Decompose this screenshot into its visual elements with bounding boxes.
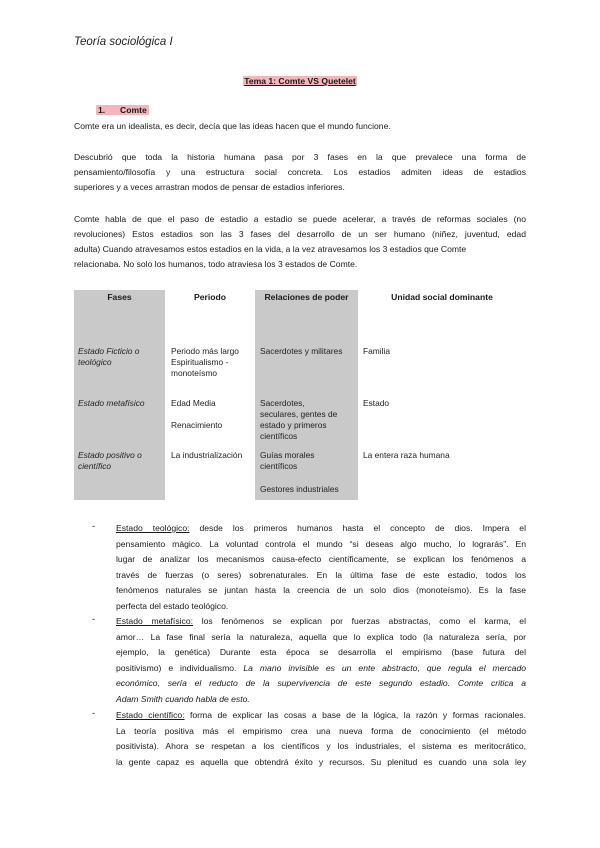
paragraph-acceleration — [74, 212, 526, 272]
bullet-line: La teoría positiva más el empirismo crea una nueva forma de conocimiento (el método — [116, 725, 526, 736]
cell-periodo-positivo — [171, 450, 255, 461]
running-header: Teoría sociológica I — [74, 36, 173, 48]
cell-line: Espiritualismo - — [171, 357, 229, 367]
bullet-line: lugar de analizar los mecanismos causa-efecto científicamente, se explican los fenómenos a — [116, 554, 526, 564]
bullet-line: ejemplo, la genética) Durante esta época se desarrolla el empirismo (base futura del — [116, 647, 526, 657]
bullet-cientifico — [116, 708, 526, 770]
bullet-line — [116, 521, 526, 537]
bullet-line — [116, 661, 526, 677]
bullet-marker: - — [92, 708, 95, 718]
cell-unidad-metafisico: Estado — [363, 398, 390, 408]
cell-line: La industrialización — [171, 450, 243, 460]
bullet-text: forma de explicar las cosas a base de la lógica, la razón y formas racionales. — [184, 710, 526, 720]
section-number: 1. — [98, 105, 106, 115]
cell-unidad-teologico: Familia — [363, 346, 390, 356]
cell-unidad-positivo: La entera raza humana — [363, 450, 450, 460]
bullet-metafisico — [116, 614, 526, 707]
bullet-teologico — [116, 521, 526, 614]
bullet-line: positivista). Ahora se respetan a los científicos y los industriales, el sistema es meritocrático, — [116, 741, 526, 751]
bullet-term: Estado teológico: — [116, 523, 190, 533]
intro-paragraph — [74, 119, 526, 134]
cell-line: Gestores industriales — [260, 484, 339, 494]
table-header-row — [74, 290, 526, 332]
bullet-line — [116, 708, 526, 724]
bullet-term: Estado metafísico: — [116, 616, 193, 626]
document-title — [0, 71, 600, 89]
bullet-line: la gente capaz es aquella que obtendrá éxito y recursos. Su plenitud es cuando una sola ley — [116, 756, 526, 767]
paragraph-phases — [74, 150, 526, 195]
section-highlight — [96, 105, 149, 115]
bullet-text: los fenómenos se explican por fuerzas abstractas, como el karma, el — [193, 616, 526, 626]
cell-fase-teologico: Estado Ficticio o teológico — [78, 346, 140, 367]
header-poder: Relaciones de poder — [264, 292, 349, 302]
cell-line: Periodo más largo — [171, 346, 239, 356]
section-heading — [96, 105, 149, 115]
cell-line: Edad Media — [171, 398, 216, 408]
cell-poder-positivo — [260, 450, 360, 495]
header-unidad: Unidad social dominante — [391, 292, 493, 302]
cell-line: Sacerdotes y militares — [260, 346, 343, 356]
para-line: Comte habla de que el paso de estadio a estadio se puede acelerar, a través de reformas sociales (no — [74, 214, 526, 224]
title-text: Tema 1: Comte VS Quetelet — [244, 76, 356, 86]
stages-table — [74, 290, 526, 500]
bullet-line: fenómenos naturales se juntan hasta la creencia de un solo dios (monoteísmo). Es la fase — [116, 585, 526, 595]
para-line: pensamiento/filosofía y una estructura social concreta. Los estadios admiten ideas de estadios — [74, 167, 526, 177]
cell-fase-metafisico: Estado metafísico — [78, 398, 145, 408]
bullet-line — [116, 614, 526, 630]
bullet-line: económico, sería el reducto de la supervivencia de este segundo estadio. Comte critica a — [116, 678, 526, 688]
cell-line: Renacimiento — [171, 420, 223, 430]
bullet-line: amor… La fase final sería la naturaleza, aquella que lo explica todo (la naturaleza sería, por — [116, 631, 526, 642]
intro-line: Comte era un idealista, es decir, decía que las ideas hacen que el mundo funcione. — [74, 121, 391, 131]
para-line: superiores y a veces arrastran modos de pensar de estadios inferiores. — [74, 182, 345, 192]
section-name: Comte — [120, 105, 147, 115]
bullet-term: Estado científico: — [116, 710, 185, 720]
bullet-line: través de fuerzas (o seres) sobrenaturales. En la última fase de este estadio, todos los — [116, 569, 526, 580]
cell-periodo-metafisico — [171, 398, 255, 431]
cell-poder-metafisico — [260, 398, 360, 442]
para-line: adulta) Cuando atravesamos estos estadios en la vida, a la vez atravesamos los 3 estadios que Comte — [74, 244, 467, 254]
cell-periodo-teologico — [171, 346, 255, 379]
cell-line: Guías morales — [260, 450, 315, 460]
bullet-marker: - — [92, 614, 95, 624]
cell-line: científicos — [260, 431, 298, 441]
cell-line: científicos — [260, 461, 298, 471]
bullet-line: pensamiento mágico. La voluntad controla el mundo “si deseas algo mucho, lo lograrás”. En — [116, 538, 526, 549]
header-periodo: Periodo — [194, 292, 226, 302]
bullet-marker: - — [92, 521, 95, 531]
bullet-text: desde los primeros humanos hasta el concepto de dios. Impera el — [189, 523, 526, 533]
cell-poder-teologico — [260, 346, 360, 357]
para-line: Descubrió que toda la historia humana pasa por 3 fases en la que prevalece una forma de — [74, 152, 526, 162]
bullet-line: perfecta del estado teológico. — [116, 600, 229, 611]
cell-line: estado y primeros — [260, 420, 327, 430]
cell-fase-positivo: Estado positivo o científico — [78, 450, 142, 471]
para-line: relacionaba. No solo los humanos, todo atraviesa los 3 estados de Comte. — [74, 259, 358, 269]
header-fases: Fases — [107, 292, 132, 302]
cell-line: monoteísmo — [171, 368, 218, 378]
bullet-text: positivismo) e individualismo. — [116, 662, 244, 673]
bullet-italic: La mano invisible es un ente abstracto, que regula el mercado — [243, 662, 526, 673]
para-line: revoluciones) Estos estadios son las 3 fases del desarrollo de un ser humano (niñez, juventud, edad — [74, 229, 526, 239]
bullet-line: Adam Smith cuando habla de esto. — [116, 693, 250, 704]
cell-line: seculares, gentes de — [260, 409, 338, 419]
cell-line: Sacerdotes, — [260, 398, 305, 408]
